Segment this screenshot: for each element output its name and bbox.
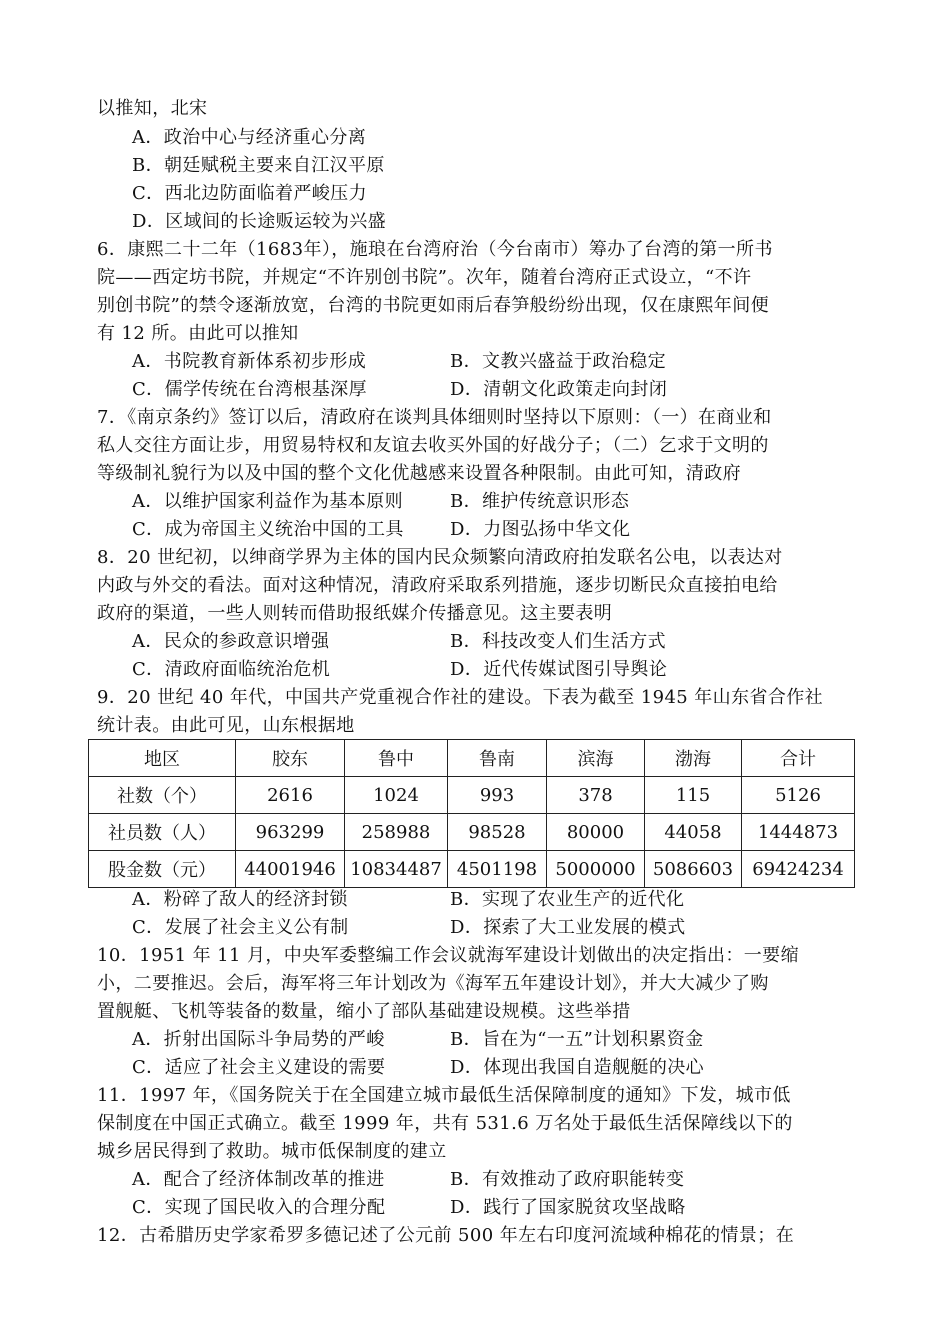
q9-stem-line: 统计表。由此可见，山东根据地	[97, 715, 355, 736]
table-cell: 963299	[236, 814, 345, 851]
q6-option-d[interactable]: D．清朝文化政策走向封闭	[450, 379, 668, 400]
q11-option-c[interactable]: C．实现了国民收入的合理分配	[132, 1197, 386, 1218]
table-cell: 44001946	[236, 851, 345, 888]
table-cell: 44058	[645, 814, 742, 851]
q9-stem-line: 9．20 世纪 40 年代，中国共产党重视合作社的建设。下表为截至 1945 年山东省合作社	[97, 687, 824, 708]
q11-stem-line: 11．1997 年，《国务院关于在全国建立城市最低生活保障制度的通知》下发，城市低	[97, 1085, 791, 1106]
q9-option-a[interactable]: A．粉碎了敌人的经济封锁	[132, 889, 348, 910]
q11-option-d[interactable]: D．践行了国家脱贫攻坚战略	[450, 1197, 686, 1218]
q12-stem-line: 12．古希腊历史学家希罗多德记述了公元前 500 年左右印度河流域种棉花的情景；在	[97, 1225, 795, 1246]
q9-option-d[interactable]: D．探索了大工业发展的模式	[450, 917, 686, 938]
q7-stem-line: 等级制礼貌行为以及中国的整个文化优越感来设置各种限制。由此可知，清政府	[97, 463, 741, 484]
table-row	[89, 851, 855, 888]
table-header-row	[89, 740, 855, 777]
table-cell: 股金数（元）	[89, 851, 236, 888]
q6-stem-line: 有 12 所。由此可以推知	[97, 323, 299, 344]
q6-stem-line: 院——西定坊书院，并规定“不许别创书院”。次年，随着台湾府正式设立，“不许	[97, 267, 752, 288]
q11-stem-line: 保制度在中国正式确立。截至 1999 年，共有 531.6 万名处于最低生活保障线以下的	[97, 1113, 793, 1134]
table-header-cell: 渤海	[645, 740, 742, 777]
q6-option-a[interactable]: A．书院教育新体系初步形成	[132, 351, 367, 372]
q5-option-c[interactable]: C．西北边防面临着严峻压力	[132, 183, 367, 204]
table-header-cell: 合计	[742, 740, 855, 777]
table-cell: 社员数（人）	[89, 814, 236, 851]
table-cell: 10834487	[345, 851, 448, 888]
table-row	[89, 777, 855, 814]
q5-stem-tail: 以推知，北宋	[97, 98, 208, 119]
q8-option-b[interactable]: B．科技改变人们生活方式	[450, 631, 667, 652]
q10-option-d[interactable]: D．体现出我国自造舰艇的决心	[450, 1057, 705, 1078]
table-cell: 993	[448, 777, 547, 814]
table-cell: 115	[645, 777, 742, 814]
q7-stem-line: 私人交往方面让步，用贸易特权和友谊去收买外国的好战分子；（二）乞求于文明的	[97, 435, 769, 456]
table-header-cell: 鲁中	[345, 740, 448, 777]
q9-option-c[interactable]: C．发展了社会主义公有制	[132, 917, 349, 938]
table-cell: 378	[547, 777, 645, 814]
q10-stem-line: 小，二要推迟。会后，海军将三年计划改为《海军五年建设计划》，并大大减少了购	[97, 973, 769, 994]
q5-option-b[interactable]: B．朝廷赋税主要来自江汉平原	[132, 155, 385, 176]
table-header-cell: 鲁南	[448, 740, 547, 777]
cooperative-stats-table	[88, 739, 855, 888]
q7-option-c[interactable]: C．成为帝国主义统治中国的工具	[132, 519, 404, 540]
q8-option-a[interactable]: A．民众的参政意识增强	[132, 631, 330, 652]
q7-option-a[interactable]: A．以维护国家利益作为基本原则	[132, 491, 403, 512]
table-row	[89, 814, 855, 851]
q11-option-b[interactable]: B．有效推动了政府职能转变	[450, 1169, 685, 1190]
q10-option-a[interactable]: A．折射出国际斗争局势的严峻	[132, 1029, 385, 1050]
q10-stem-line: 置舰艇、飞机等装备的数量，缩小了部队基础建设规模。这些举措	[97, 1001, 631, 1022]
q6-stem-line: 别创书院”的禁令逐渐放宽，台湾的书院更如雨后春笋般纷纷出现，仅在康熙年间便	[97, 295, 769, 316]
q8-stem-line: 政府的渠道，一些人则转而借助报纸媒介传播意见。这主要表明	[97, 603, 613, 624]
table-cell: 98528	[448, 814, 547, 851]
q7-stem-line: 7．《南京条约》签订以后，清政府在谈判具体细则时坚持以下原则：（一）在商业和	[97, 407, 772, 428]
q7-option-d[interactable]: D．力图弘扬中华文化	[450, 519, 631, 540]
q10-option-c[interactable]: C．适应了社会主义建设的需要	[132, 1057, 386, 1078]
q7-option-b[interactable]: B．维护传统意识形态	[450, 491, 630, 512]
q5-option-d[interactable]: D．区域间的长途贩运较为兴盛	[132, 211, 387, 232]
table-cell: 1444873	[742, 814, 855, 851]
q8-stem-line: 8．20 世纪初，以绅商学界为主体的国内民众频繁向清政府拍发联名公电，以表达对	[97, 547, 783, 568]
table-cell: 5086603	[645, 851, 742, 888]
table-cell: 1024	[345, 777, 448, 814]
table-cell: 69424234	[742, 851, 855, 888]
q5-option-a[interactable]: A．政治中心与经济重心分离	[132, 127, 367, 148]
q8-option-c[interactable]: C．清政府面临统治危机	[132, 659, 331, 680]
table-cell: 社数（个）	[89, 777, 236, 814]
table-cell: 80000	[547, 814, 645, 851]
q11-option-a[interactable]: A．配合了经济体制改革的推进	[132, 1169, 385, 1190]
table-cell: 5000000	[547, 851, 645, 888]
q9-option-b[interactable]: B．实现了农业生产的近代化	[450, 889, 685, 910]
table-header-cell: 胶东	[236, 740, 345, 777]
q6-option-c[interactable]: C．儒学传统在台湾根基深厚	[132, 379, 367, 400]
table-cell: 5126	[742, 777, 855, 814]
q10-option-b[interactable]: B．旨在为“一五”计划积累资金	[450, 1029, 704, 1050]
q6-stem-line: 6．康熙二十二年（1683年），施琅在台湾府治（今台南市）筹办了台湾的第一所书	[97, 239, 773, 260]
table-cell: 258988	[345, 814, 448, 851]
table-cell: 2616	[236, 777, 345, 814]
q8-stem-line: 内政与外交的看法。面对这种情况，清政府采取系列措施，逐步切断民众直接拍电给	[97, 575, 778, 596]
q11-stem-line: 城乡居民得到了救助。城市低保制度的建立	[97, 1141, 447, 1162]
q6-option-b[interactable]: B．文教兴盛益于政治稳定	[450, 351, 667, 372]
q8-option-d[interactable]: D．近代传媒试图引导舆论	[450, 659, 668, 680]
q10-stem-line: 10．1951 年 11 月，中央军委整编工作会议就海军建设计划做出的决定指出：一要缩	[97, 945, 799, 966]
table-header-cell: 滨海	[547, 740, 645, 777]
table-cell: 4501198	[448, 851, 547, 888]
table-header-cell: 地区	[89, 740, 236, 777]
